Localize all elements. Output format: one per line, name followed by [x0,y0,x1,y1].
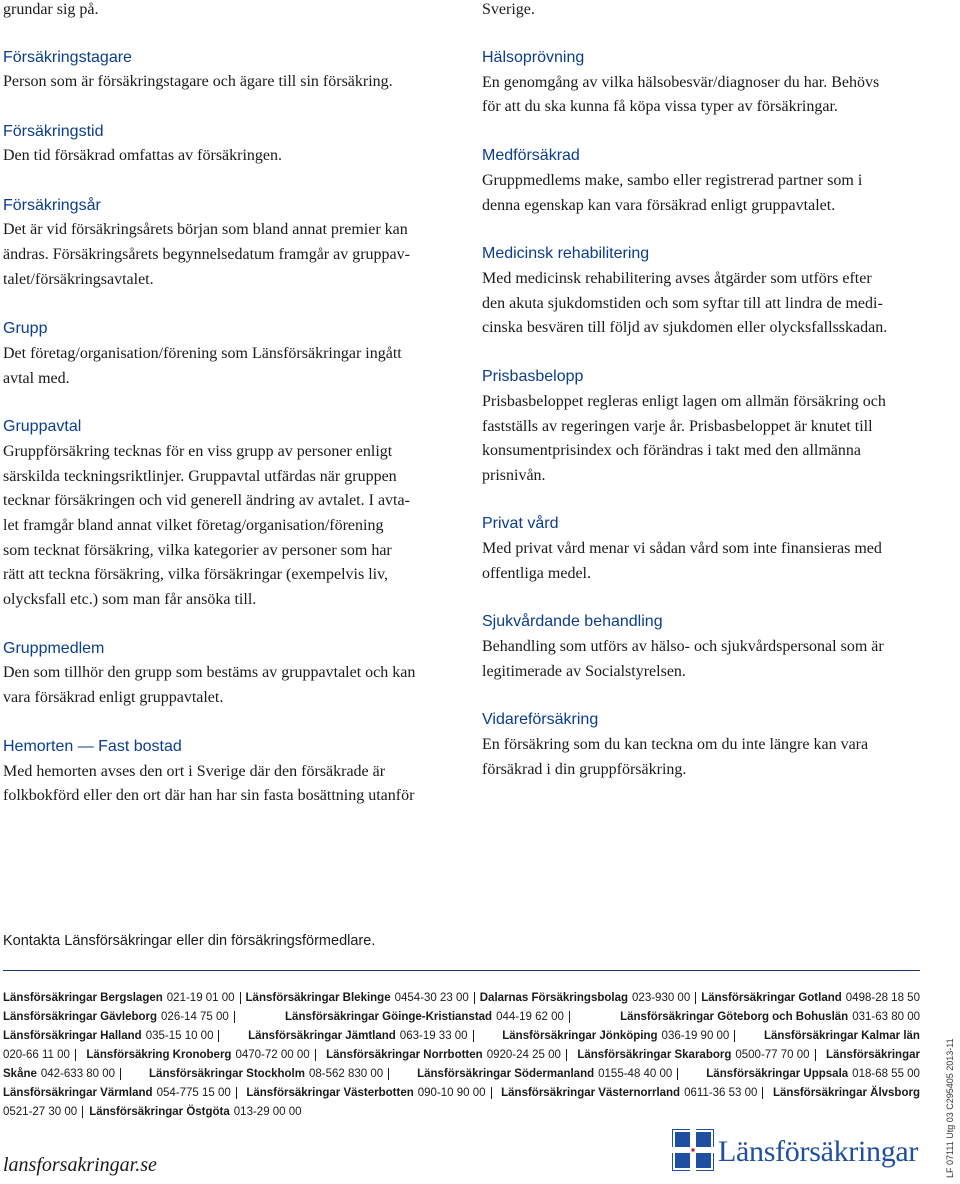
office-entry [326,1047,567,1063]
office-name: Länsförsäkringar Älvsborg [773,1087,920,1099]
term-definition-line: Med privat vård menar vi sådan vård som inte finansieras med [482,540,882,557]
separator [234,1011,235,1023]
term-forsakringstid-heading: Försäkringstid [3,123,104,140]
office-entry [620,1009,920,1025]
office-name: Dalarnas Försäkringsbolag [479,992,629,1004]
contact-text: Kontakta Länsförsäkringar eller din försäkringsförmedlare. [3,933,376,949]
office-name: Länsförsäkringar [826,1049,920,1061]
office-name: Länsförsäkringar Uppsala [706,1068,849,1080]
term-definition-line: offentliga medel. [482,565,591,582]
term-definition-line: Prisbasbeloppet regleras enligt lagen om allmän försäkring och [482,393,886,410]
separator [473,1030,474,1042]
office-name: Länsförsäkringar Norrbotten [326,1049,483,1061]
office-phone: 020-66 11 00 [3,1049,70,1061]
office-name: Länsförsäkringar Gotland [701,992,842,1004]
term-definition-line: ändras. Försäkringsårets begynnelsedatum framgår av gruppav- [3,246,410,263]
company-logo [672,1124,922,1176]
term-definition-line: Person som är försäkringstagare och ägare till sin försäkring. [3,73,393,90]
term-definition-line: Med hemorten avses den ort i Sverige där den försäkrade är [3,763,386,780]
office-phone: 0521-27 30 00 [3,1106,78,1118]
office-phone: 036-19 90 00 [661,1030,730,1042]
term-definition-line: Med medicinsk rehabilitering avses åtgärder som utförs efter [482,270,872,287]
term-definition-line: den akuta sjukdomstiden och som syftar till att lindra de medi- [482,295,883,312]
office-entry [248,1028,473,1044]
term-definition-line: Det är vid försäkringsårets början som bland annat premier kan [3,221,408,238]
term-halsoprovning-heading: Hälsoprövning [482,49,585,66]
office-entry [89,1104,301,1120]
term-definition-line: Den som tillhör den grupp som bestäms av gruppavtalet och kan [3,664,416,681]
office-phone: 018-68 55 00 [852,1068,920,1080]
separator [491,1087,492,1099]
office-row [3,1009,920,1025]
term-forsakringsar-heading: Försäkringsår [3,197,101,214]
logo-text: Länsförsäkringar [718,1135,919,1168]
term-definition-line: Gruppmedlems make, sambo eller registrerad partner som i [482,172,863,189]
office-entry [417,1066,678,1082]
intro-line: grundar sig på. [3,1,99,18]
office-phone: 035-15 10 00 [145,1030,214,1042]
office-entry [706,1066,920,1082]
office-name: Länsförsäkringar Jönköping [502,1030,658,1042]
separator [82,1106,83,1118]
office-phone: 090-10 90 00 [417,1087,486,1099]
term-gruppmedlem-heading: Gruppmedlem [3,640,105,657]
term-medforsakrad-heading: Medförsäkrad [482,147,580,164]
office-phone: 08-562 830 00 [308,1068,384,1080]
office-name: Skåne [3,1068,37,1080]
office-entry [3,1085,237,1101]
term-definition-line: konsumentprisindex och förändras i takt med den allmänna [482,442,862,459]
office-phone: 023-930 00 [632,992,691,1004]
office-entry [501,1085,763,1101]
office-name: Länsförsäkringar Jämtland [248,1030,396,1042]
office-name: Länsförsäkringar Skaraborg [577,1049,732,1061]
document-id: LF 07111 Utg 03 C295405 2013-11 [945,1038,955,1178]
office-phone: 063-19 33 00 [399,1030,468,1042]
office-entry [285,1009,570,1025]
separator [120,1068,121,1080]
office-name: Länsförsäkringar Stockholm [149,1068,305,1080]
term-definition-line: Den tid försäkrad omfattas av försäkringen. [3,147,283,164]
office-name: Länsförsäkringar Värmland [3,1087,153,1099]
separator [569,1011,570,1023]
office-name: Länsförsäkringar Södermanland [417,1068,595,1080]
office-entry [3,1047,76,1063]
office-entry [3,990,241,1006]
term-definition-line: folkbokförd eller den ort där han har sin fasta bosättning utanför [3,787,415,804]
office-name: Länsförsäkringar Göteborg och Bohuslän [620,1011,849,1023]
term-definition-line: let framgår bland annat vilket företag/organisation/förening [3,517,384,534]
office-entry [3,1028,219,1044]
office-name: Länsförsäkringar Göinge-Kristianstad [285,1011,493,1023]
office-name: Länsförsäkringar Västerbotten [246,1087,414,1099]
separator [695,992,696,1004]
intro-line: Sverige. [482,1,535,18]
office-name: Länsförsäkringar Bergslagen [3,992,163,1004]
term-definition-line: prisnivån. [482,467,546,484]
office-phone: 0454-30 23 00 [394,992,469,1004]
office-row [3,1104,920,1120]
office-entry [3,1104,83,1120]
term-definition-line: En genomgång av vilka hälsobesvär/diagnoser du har. Behövs [482,74,880,91]
website-link[interactable]: lansforsakringar.se [3,1154,157,1176]
term-privat-vard-heading: Privat vård [482,515,559,532]
office-row [3,1085,920,1101]
separator [474,992,475,1004]
office-phone: 0611-36 53 00 [684,1087,758,1099]
office-name: Länsförsäkringar Östgöta [89,1106,230,1118]
separator [388,1068,389,1080]
logo-mark-icon [672,1129,714,1171]
separator [75,1049,76,1061]
term-vidareforsakring-heading: Vidareförsäkring [482,711,599,728]
office-phone: 042-633 80 00 [40,1068,116,1080]
separator [762,1087,763,1099]
office-name: Länsförsäkringar Kalmar län [764,1030,920,1042]
term-definition-line: denna egenskap kan vara försäkrad enligt gruppavtalet. [482,197,836,214]
office-entry [86,1047,315,1063]
term-definition-line: Gruppförsäkring tecknas för en viss grupp av personer enligt [3,443,393,460]
office-row [3,1047,920,1063]
term-hemorten-heading: Hemorten — Fast bostad [3,738,182,755]
office-phone: 031-63 80 00 [852,1011,920,1023]
office-entry [826,1047,920,1063]
office-entry [701,990,920,1006]
office-phone: 0155-48 40 00 [598,1068,673,1080]
office-entry [246,990,475,1006]
office-phone: 013-29 00 00 [233,1106,302,1118]
term-definition-line: avtal med. [3,370,70,387]
term-forsakringstagare-heading: Försäkringstagare [3,49,132,66]
term-definition-line: cinska besvären till följd av sjukdomen eller olycksfallsskadan. [482,319,888,336]
term-definition-line: särskilda teckningsriktlinjer. Gruppavtal utfärdas när gruppen [3,468,397,485]
office-name: Länsförsäkringar Västernorrland [501,1087,681,1099]
separator [815,1049,816,1061]
office-entry [480,990,696,1006]
separator [677,1068,678,1080]
term-definition-line: Behandling som utförs av hälso- och sjukvårdspersonal som är [482,638,884,655]
term-definition-line: för att du ska kunna få köpa vissa typer av försäkringar. [482,98,838,115]
term-definition-line: vara försäkrad enligt gruppavtalet. [3,689,224,706]
term-definition-line: En försäkring som du kan teckna om du inte längre kan vara [482,736,869,753]
term-sjukvardande-behandling-heading: Sjukvårdande behandling [482,613,663,630]
office-entry [764,1028,920,1044]
office-entry [149,1066,389,1082]
office-row [3,990,920,1006]
term-definition-line: tecknar försäkringen och vid generell ändring av avtalet. I avta- [3,492,410,509]
office-row [3,1066,920,1082]
office-row [3,1028,920,1044]
office-phone: 0920-24 25 00 [486,1049,561,1061]
term-medicinsk-rehabilitering-heading: Medicinsk rehabilitering [482,245,650,262]
office-entry [502,1028,735,1044]
office-entry [246,1085,491,1101]
office-phone: 0500-77 70 00 [735,1049,810,1061]
divider [3,970,920,971]
separator [218,1030,219,1042]
term-definition-line: olycksfall etc.) som man får ansöka till. [3,591,257,608]
separator [236,1087,237,1099]
term-definition-line: försäkrad i din gruppförsäkring. [482,761,687,778]
office-phone: 021-19 01 00 [166,992,235,1004]
term-definition-line: talet/försäkringsavtalet. [3,271,154,288]
office-name: Länsförsäkring Kronoberg [86,1049,232,1061]
term-gruppavtal-heading: Gruppavtal [3,418,82,435]
office-phone: 026-14 75 00 [161,1011,229,1023]
separator [566,1049,567,1061]
separator [734,1030,735,1042]
office-phone: 0470-72 00 00 [235,1049,310,1061]
office-name: Länsförsäkringar Blekinge [245,992,391,1004]
term-definition-line: Det företag/organisation/förening som Länsförsäkringar ingått [3,345,402,362]
term-definition-line: rätt att teckna försäkring, vilka försäkringar (exempelvis liv, [3,566,389,583]
office-phone: 044-19 62 00 [496,1011,564,1023]
separator [240,992,241,1004]
office-entry [773,1085,920,1101]
term-definition-line: fastställs av regeringen varje år. Prisbasbeloppet är knutet till [482,418,873,435]
office-phone: 0498-28 18 50 [845,992,920,1004]
office-entry [3,1009,235,1025]
office-name: Länsförsäkringar Halland [3,1030,142,1042]
term-definition-line: legitimerade av Socialstyrelsen. [482,663,686,680]
term-definition-line: som tecknat försäkring, vilka kategorier av personer som har [3,542,392,559]
office-name: Länsförsäkringar Gävleborg [3,1011,158,1023]
office-entry [3,1066,121,1082]
separator [315,1049,316,1061]
term-prisbasbelopp-heading: Prisbasbelopp [482,368,584,385]
term-grupp-heading: Grupp [3,320,48,337]
office-entry [577,1047,815,1063]
office-phone: 054-775 15 00 [156,1087,231,1099]
